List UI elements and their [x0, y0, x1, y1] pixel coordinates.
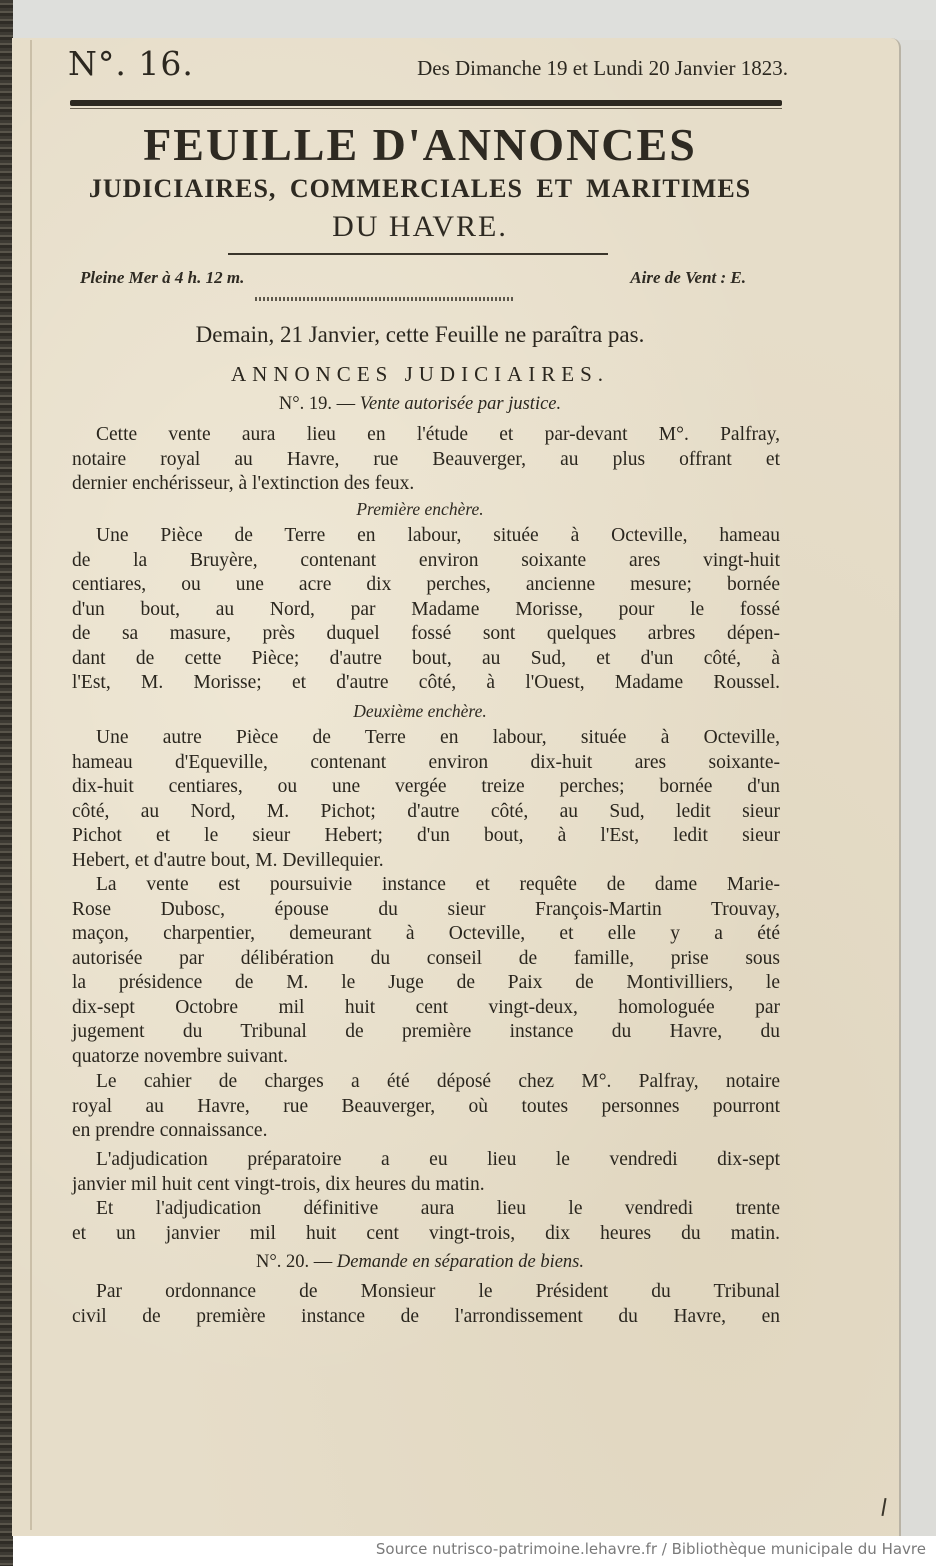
text-line: dix-huit centiares, ou une vergée treize perches; bornée d'un: [72, 776, 780, 797]
text-line: Rose Dubosc, épouse du sieur François-Martin Trouvay,: [72, 898, 780, 920]
scan-background: [0, 0, 936, 40]
header-rule: [70, 100, 782, 106]
tide-info: Pleine Mer à 4 h. 12 m.: [80, 268, 245, 287]
masthead-city: DU HAVRE.: [332, 210, 508, 243]
text-line: d'un bout, au Nord, par Madame Morisse, pour le fossé: [72, 598, 780, 620]
poursuite-paragraph: [72, 873, 780, 1069]
masthead-subtitle: JUDICIAIRES, COMMERCIALES ET MARITIMES: [88, 174, 752, 203]
text-line: Par ordonnance de Monsieur le Président du Tribunal: [96, 1281, 780, 1302]
announcement-title: Vente autorisée par justice.: [359, 394, 562, 414]
issue-number: N°. 16.: [68, 44, 194, 83]
text-line: côté, au Nord, M. Pichot; d'autre côté, au Sud, ledit sieur: [72, 800, 780, 822]
announcement-title: Demande en séparation de biens.: [336, 1252, 585, 1272]
text-line: Hebert, et d'autre bout, M. Devillequier.: [72, 849, 384, 871]
definitive-paragraph: [72, 1197, 780, 1246]
announcement-number: N°. 20. —: [255, 1252, 333, 1272]
lot2-heading: Deuxième enchère.: [353, 701, 487, 721]
announcement-heading-20: [60, 1252, 780, 1273]
source-credit: Source nutrisco-patrimoine.lehavre.fr / Bibliothèque municipale du Havre: [375, 1540, 926, 1558]
ornamental-rule: [255, 297, 515, 301]
section-title: ANNONCES JUDICIAIRES.: [230, 362, 609, 386]
text-line: centiares, ou une acre dix perches, ancienne mesure; bornée: [72, 574, 780, 595]
lot1-description: [72, 524, 780, 696]
lot2-description: [72, 726, 780, 873]
text-line: royal au Havre, rue Beauverger, où toutes personnes pourront: [72, 1095, 780, 1117]
announcement-heading-19: [60, 394, 780, 415]
separation-paragraph: [72, 1280, 780, 1329]
text-line: dant de cette Pièce; d'autre bout, au Sud, et d'un côté, à: [72, 647, 780, 669]
text-line: dernier enchérisseur, à l'extinction des feux.: [72, 473, 415, 494]
issue-date: Des Dimanche 19 et Lundi 20 Janvier 1823.: [417, 56, 788, 80]
masthead-rule: [228, 253, 608, 255]
text-line: dix-sept Octobre mil huit cent vingt-deux, homologuée par: [72, 996, 780, 1018]
text-line: de la Bruyère, contenant environ soixante ares vingt-huit: [72, 549, 780, 571]
wind-info: Aire de Vent : E.: [630, 268, 746, 287]
text-line: notaire royal au Havre, rue Beauverger, au plus offrant et: [72, 448, 780, 470]
lot1-heading: Première enchère.: [356, 499, 484, 519]
cahier-paragraph: [72, 1070, 780, 1144]
header-rule-thin: [70, 108, 782, 109]
text-line: Et l'adjudication définitive aura lieu le vendredi trente: [96, 1198, 780, 1219]
text-line: maçon, charpentier, demeurant à Octeville, et elle y a été: [72, 923, 780, 944]
text-line: Le cahier de charges a été déposé chez M°. Palfray, notaire: [96, 1071, 780, 1092]
text-line: Une Pièce de Terre en labour, située à Octeville, hameau: [96, 525, 780, 546]
announcement-number: N°. 19. —: [278, 394, 356, 414]
text-line: de sa masure, près duquel fossé sont quelques arbres dépen-: [72, 623, 780, 644]
text-line: quatorze novembre suivant.: [72, 1045, 289, 1067]
text-line: l'Est, M. Morisse; et d'autre côté, à l'Ouest, Madame Roussel.: [72, 672, 780, 693]
publication-notice: Demain, 21 Janvier, cette Feuille ne paraîtra pas.: [195, 322, 645, 347]
masthead-title: FEUILLE D'ANNONCES: [143, 119, 697, 170]
preparatoire-paragraph: [72, 1148, 780, 1197]
text-line: la présidence de M. le Juge de Paix de Montivilliers, le: [72, 972, 780, 993]
text-line: jugement du Tribunal de première instance du Havre, du: [72, 1021, 780, 1042]
text-line: Une autre Pièce de Terre en labour, située à Octeville,: [96, 727, 780, 748]
text-line: L'adjudication préparatoire a eu lieu le vendredi dix-sept: [96, 1149, 780, 1170]
text-line: et un janvier mil huit cent vingt-trois, dix heures du matin.: [72, 1222, 780, 1244]
text-line: civil de première instance de l'arrondissement du Havre, en: [72, 1305, 780, 1327]
text-line: hameau d'Equeville, contenant environ dix-huit ares soixante-: [72, 751, 780, 773]
text-line: en prendre connaissance.: [72, 1120, 268, 1141]
page-fold: [30, 40, 32, 1530]
text-line: Cette vente aura lieu en l'étude et par-devant M°. Palfray,: [96, 424, 780, 445]
text-line: La vente est poursuivie instance et requête de dame Marie-: [96, 874, 780, 895]
announcement-intro: [72, 423, 780, 497]
text-line: Pichot et le sieur Hebert; d'un bout, à l'Est, ledit sieur: [72, 825, 780, 846]
text-line: autorisée par délibération du conseil de famille, prise sous: [72, 947, 780, 969]
issue-line: [68, 44, 788, 94]
text-line: janvier mil huit cent vingt-trois, dix heures du matin.: [72, 1173, 485, 1195]
